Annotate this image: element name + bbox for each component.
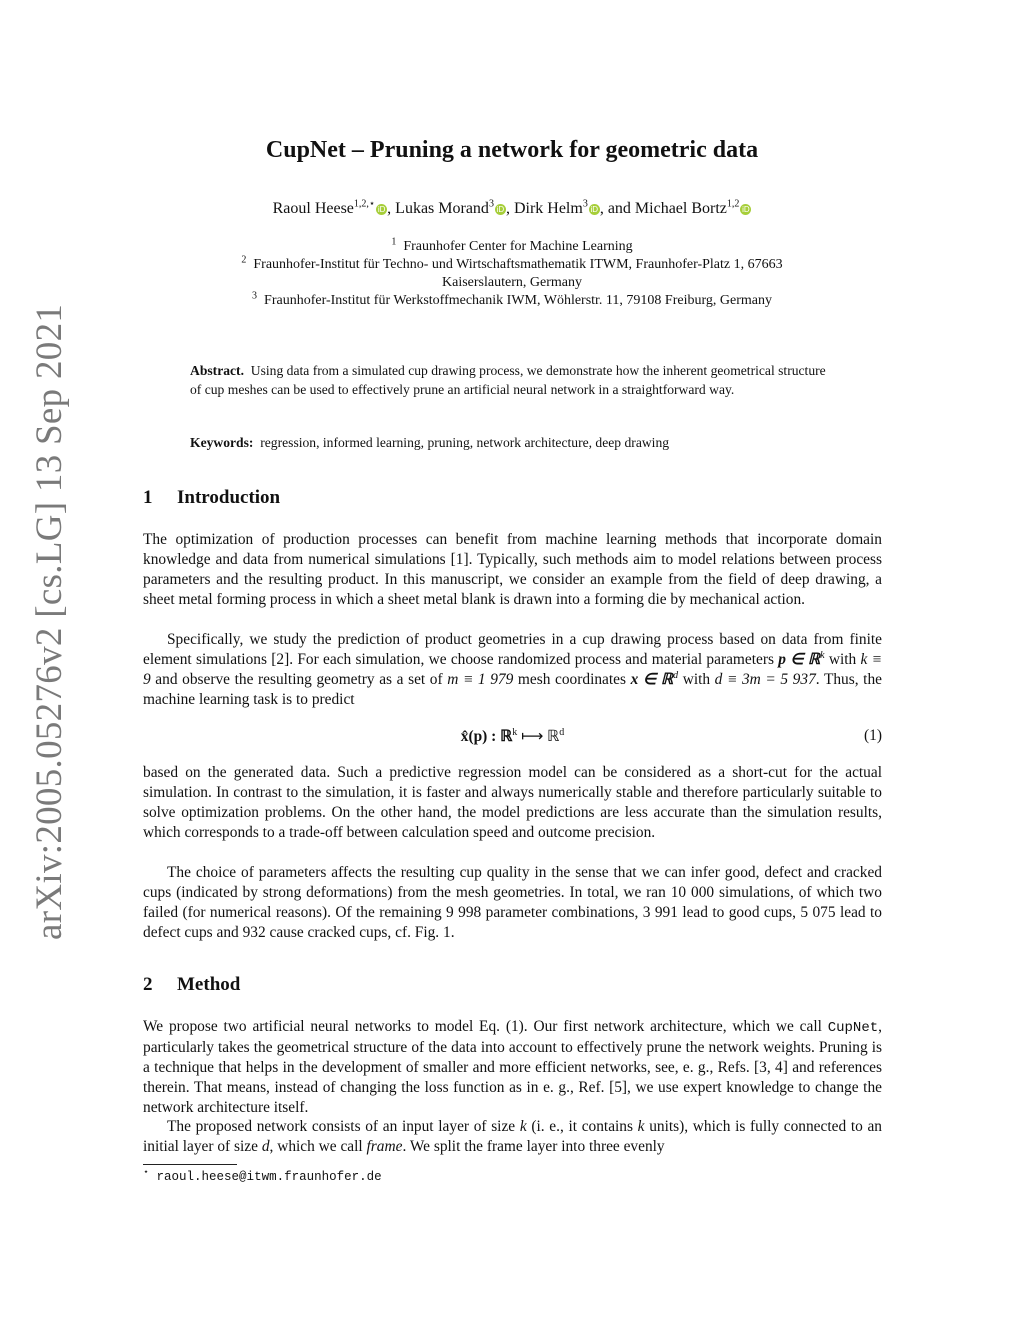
text-run: , particularly takes the geometrical structure of the data into account to effectively prune the network weights. Pruning is a technique that helps in the development of smaller and more efficient networks, see, e. g., Refs. [3, 4] and references therein. That means, instead of changing the loss function as in e. g., Ref. [5], we use expert knowledge to change the network architecture itself. [143, 1018, 882, 1116]
math-p-in-R [778, 651, 824, 668]
affiliation-continuation: Kaiserslautern, Germany [442, 275, 582, 290]
section-number: 2 [143, 974, 153, 995]
math-symbol: x ∈ ℝ [630, 671, 674, 688]
intro-paragraph-1: The optimization of production processes can benefit from machine learning methods that incorporate domain knowledge and data from numerical simulations [1]. Typically, such methods aim to model relations between process parameters and the resulting product. In this manuscript, we consider an example from the field of deep drawing, a sheet metal forming process in which a sheet metal blank is drawn into a forming die by mechanical action. [143, 531, 882, 608]
orcid-icon[interactable]: iD [377, 205, 386, 214]
keywords [190, 434, 840, 452]
intro-paragraph-4: The choice of parameters affects the resulting cup quality in the sense that we can infer good, defect and cracked cups (indicated by strong deformations) from the mesh geometries. In total, we ran 10 000 simulations, of which two failed (for numerical reasons). Of the remaining 9 998 parameter combinations, 3 991 lead to good cups, 5 075 lead to defect cups and 932 cause cracked cups, cf. Fig. 1. [143, 864, 882, 941]
author-superscript: 3 [582, 198, 588, 210]
emphasis-frame: frame [366, 1138, 403, 1155]
author-name: Dirk Helm [513, 200, 583, 217]
abstract-label: Abstract. [190, 363, 244, 378]
math-d: d [261, 1138, 270, 1155]
affiliation-number: 3 [252, 290, 258, 302]
text-run: , which we call [269, 1138, 367, 1155]
affiliation-number: 1 [391, 236, 397, 248]
math-symbol: p ∈ ℝ [778, 651, 821, 668]
math-k-equals-9: k ≡ 9 [143, 651, 882, 688]
equation-arrow: ⟼ ℝ [517, 728, 560, 745]
text-run: mesh coordinates [513, 671, 631, 688]
text-run: Specifically, we study the prediction of product geometries in a cup drawing process based on data from finite element simulations [2]. For each simulation, we choose randomized process and material parameters [143, 631, 882, 668]
code-cupnet: CupNet [827, 1020, 879, 1036]
text-run: . We split the frame layer into three evenly [402, 1138, 665, 1155]
affiliation [170, 238, 854, 256]
affiliation-text: Fraunhofer-Institut für Techno- und Wirtschaftsmathematik ITWM, Fraunhofer-Platz 1, 67663 [253, 257, 783, 272]
section-heading-introduction [143, 487, 280, 509]
equation-1 [143, 727, 882, 749]
affiliations [170, 238, 854, 310]
author-name: Michael Bortz [634, 200, 727, 217]
section-title: Introduction [177, 487, 281, 508]
method-paragraph-2 [143, 1117, 882, 1157]
keywords-label: Keywords: [190, 435, 254, 450]
author-name: Lukas Morand [395, 200, 489, 217]
author-name: Raoul Heese [272, 200, 354, 217]
math-superscript: k [820, 649, 825, 661]
orcid-icon[interactable]: iD [742, 205, 750, 214]
affiliation [170, 292, 854, 310]
paper-title: CupNet – Pruning a network for geometric data [265, 137, 759, 163]
author-list [0, 200, 1024, 218]
equation-lhs: x̂(p) : ℝ [460, 728, 513, 745]
orcid-icon[interactable]: iD [590, 205, 599, 214]
text-run: (i. e., it contains [526, 1118, 638, 1135]
abstract [190, 362, 840, 399]
equation-body [143, 727, 882, 746]
author-superscript: 3 [488, 198, 494, 210]
text-run: We propose two artificial neural networks to model Eq. (1). Our first network architecture, which we call [143, 1018, 828, 1035]
math-m-equals: m ≡ 1 979 [447, 671, 514, 688]
math-superscript: d [673, 669, 679, 681]
text-run: and observe the resulting geometry as a set of [150, 671, 448, 688]
text-run: The proposed network consists of an input layer of size [167, 1118, 520, 1135]
method-paragraph-1 [143, 1017, 882, 1118]
text-run: units), which is fully connected to an initial layer of size [143, 1118, 882, 1155]
affiliation-number: 2 [241, 254, 247, 266]
author-superscript: 1,2,⋆ [353, 198, 376, 210]
keywords-text: regression, informed learning, pruning, network architecture, deep drawing [260, 435, 670, 450]
equation-number: (1) [864, 727, 882, 744]
text-run: with [824, 651, 861, 668]
math-k: k [637, 1118, 645, 1135]
arxiv-identifier: arXiv:2005.05276v2 [cs.LG] 13 Sep 2021 [29, 303, 70, 940]
math-k: k [519, 1118, 527, 1135]
section-number: 1 [143, 487, 153, 508]
affiliation-text: Fraunhofer Center for Machine Learning [403, 239, 633, 254]
author-separator: , [387, 200, 396, 217]
author-superscript: 1,2 [726, 198, 740, 210]
math-d-equals: d ≡ 3m = 5 937 [714, 671, 816, 688]
intro-paragraph-2 [143, 630, 882, 710]
intro-paragraph-3: based on the generated data. Such a predictive regression model can be considered as a short-cut for the actual simulation. In contrast to the simulation, it is faster and always numerically stable and therefore particularly suitable to solve optimization problems. On the other hand, the model predictions are less accurate than the simulation results, which corresponds to a trade-off between calculation speed and outcome precision. [143, 764, 882, 841]
text-run: . Thus, the machine learning task is to predict [143, 671, 882, 708]
text-run: with [678, 671, 715, 688]
section-heading-method [143, 974, 240, 996]
math-x-in-R [631, 671, 679, 688]
abstract-text: Using data from a simulated cup drawing process, we demonstrate how the inherent geometrical structure of cup meshes can be used to effectively prune an artificial neural network in a straightforward way. [190, 363, 826, 397]
footnote [143, 1167, 382, 1184]
footnote-rule [143, 1164, 237, 1165]
equation-superscript: k [512, 726, 518, 738]
footnote-email[interactable]: raoul.heese@itwm.fraunhofer.de [156, 1170, 382, 1184]
author-separator: , and [599, 200, 635, 217]
orcid-icon[interactable]: iD [496, 205, 505, 214]
equation-superscript: d [559, 726, 565, 738]
affiliation [170, 256, 854, 274]
section-title: Method [177, 974, 241, 995]
footnote-mark: ⋆ [143, 1167, 150, 1179]
author-separator: , [505, 200, 514, 217]
affiliation-text: Fraunhofer-Institut für Werkstoffmechanik IWM, Wöhlerstr. 11, 79108 Freiburg, Germany [264, 293, 772, 308]
